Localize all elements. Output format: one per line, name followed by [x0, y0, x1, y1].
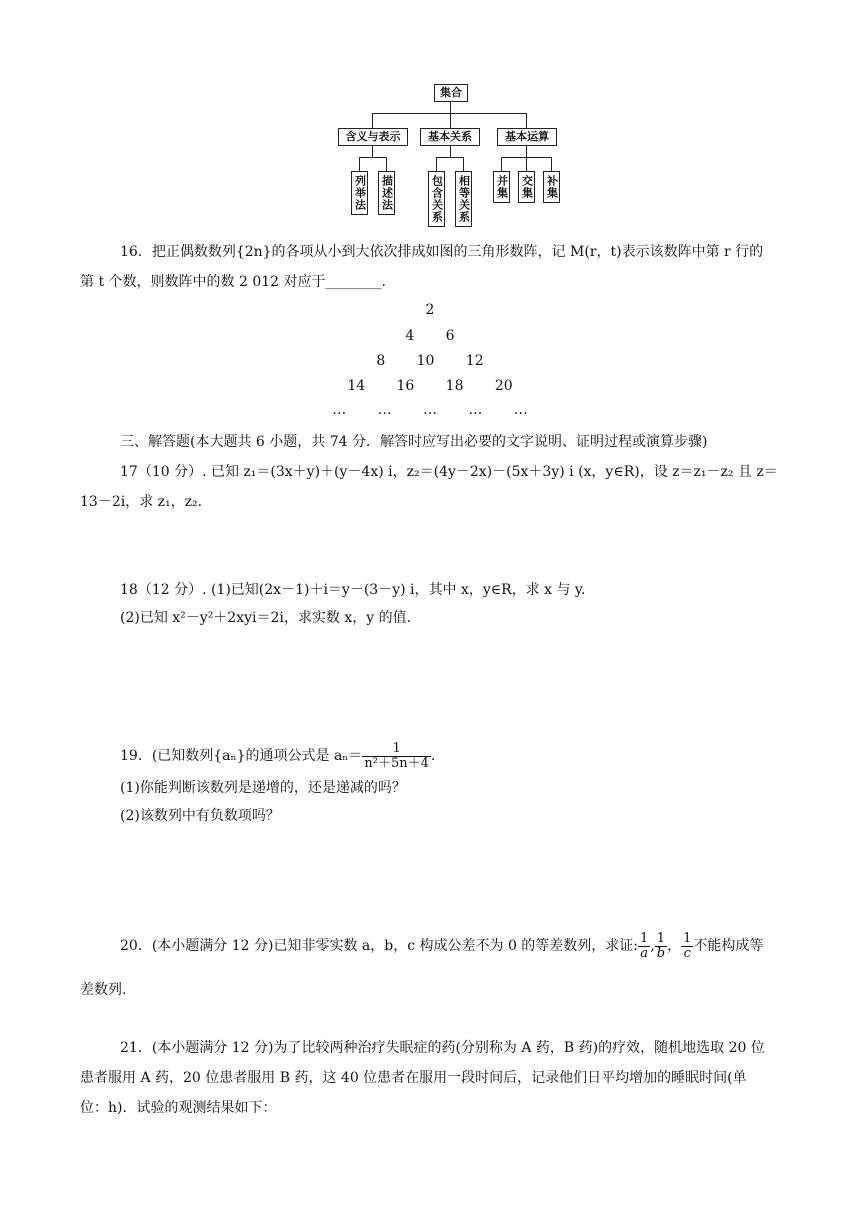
q19-fraction	[362, 742, 431, 771]
q20-suffix: 不能构成等	[693, 938, 764, 954]
q19-part2: (2)该数列中有负数项吗？	[120, 808, 280, 824]
q20-fraction-a-num: 1	[640, 930, 649, 946]
q20-fraction-a-den: a	[640, 945, 649, 961]
triangle-row-4: 14 16 18 20	[347, 378, 513, 394]
q17-line1: 17（10 分）. 已知 z₁＝(3x＋y)＋(y－4x) i，z₂＝(4y－2x)－(5x＋3y) i (x，y∈R)，设 z＝z₁－z₂ 且 z＝	[120, 464, 778, 480]
q21-line2: 患者服用 A 药，20 位患者服用 B 药，这 40 位患者在服用一段时间后，记录他们日平均增加的睡眠时间(单	[80, 1070, 747, 1086]
q19-numerator: 1	[362, 742, 431, 757]
q16-line1: 16．把正偶数数列{2n}的各项从小到大依次排成如图的三角形数阵，记 M(r，t)表示该数阵中第 r 行的	[120, 244, 764, 260]
triangle-row-3: 8 10 12	[376, 353, 484, 369]
branch-meaning-representation: 含义与表示	[338, 128, 408, 146]
q20-fraction-c-den: c	[683, 945, 691, 961]
q20-fraction-c-num: 1	[683, 930, 692, 946]
leaf-description: 描述法	[378, 171, 395, 215]
q19-suffix: .	[430, 748, 436, 764]
triangle-row-2: 4 6	[405, 328, 455, 344]
q20-prefix: 20．(本小题满分 12 分)已知非零实数 a，b，c 构成公差不为 0 的等差数列，求证:	[120, 938, 639, 954]
q20-line2: 差数列.	[80, 982, 127, 998]
q19-line1	[120, 736, 435, 776]
leaf-inclusion: 包含关系	[428, 171, 445, 227]
triangle-row-5: … … … … …	[332, 402, 528, 418]
q20-line1: 20．(本小题满分 12 分)已知非零实数 a，b，c 构成公差不为 0 的等差数列，求证: $\frac{1}{a}$ , $\frac{1}{b}$ ， $\frac{1}{c}$ 不能构成等	[120, 930, 764, 961]
leaf-union: 并集	[493, 171, 510, 203]
q19-denominator: n²＋5n＋4	[364, 755, 429, 771]
q20-fraction-c	[681, 932, 693, 961]
triangle-row-1: 2	[425, 302, 435, 318]
q17-line2: 13－2i，求 z₁，z₂.	[80, 494, 203, 510]
leaf-complement: 补集	[543, 171, 560, 203]
q20-fraction-b-den: b	[656, 945, 666, 961]
section-3-heading: 三、解答题(本大题共 6 小题，共 74 分．解答时应写出必要的文字说明、证明过程或演算步骤)	[120, 434, 708, 450]
leaf-enumeration: 列举法	[351, 171, 368, 215]
q19-prefix: 19．(已知数列{aₙ}的通项公式是 aₙ＝	[120, 748, 363, 764]
q19-part1: (1)你能判断该数列是递增的，还是递减的吗？	[120, 780, 406, 796]
q21-line1: 21．(本小题满分 12 分)为了比较两种治疗失眠症的药(分别称为 A 药，B 药)的疗效，随机地选取 20 位	[120, 1040, 765, 1056]
q18-line1: 18（12 分）. (1)已知(2x－1)＋i＝y－(3－y) i，其中 x，y∈R，求 x 与 y.	[120, 582, 586, 598]
branch-basic-operations: 基本运算	[497, 128, 557, 146]
diagram-root: 集合	[434, 84, 468, 102]
q20-fraction-b-num: 1	[655, 932, 667, 947]
q20-fraction-b	[655, 932, 667, 961]
q21-line3: 位：h)．试验的观测结果如下：	[80, 1100, 277, 1116]
branch-basic-relations: 基本关系	[420, 128, 480, 146]
q18-line2: (2)已知 x²－y²＋2xyi＝2i，求实数 x，y 的值.	[120, 610, 412, 626]
leaf-equality: 相等关系	[455, 171, 472, 227]
leaf-intersection: 交集	[518, 171, 535, 203]
q20-fraction-a	[638, 932, 650, 961]
q16-line2: 第 t 个数，则数阵中的数 2 012 对应于________.	[80, 274, 386, 290]
